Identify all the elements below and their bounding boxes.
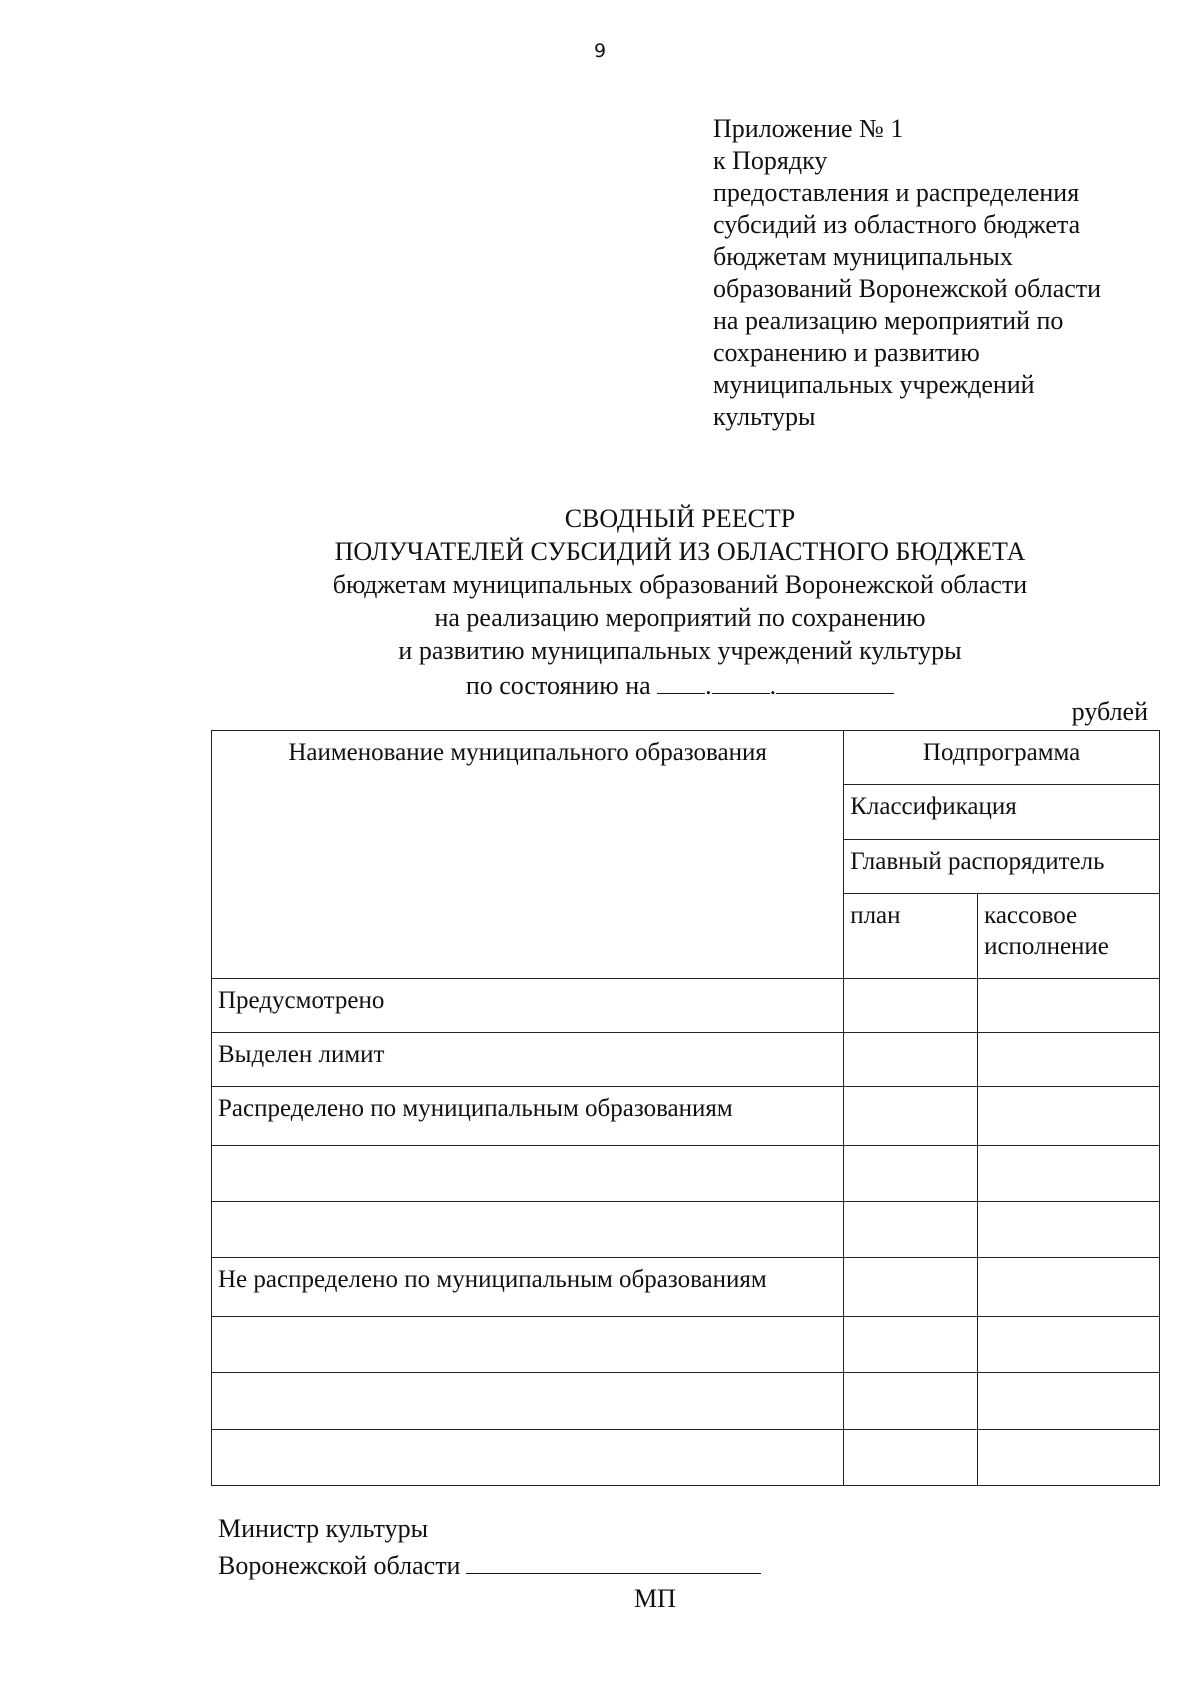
header-classification: Классификация [844,785,1160,839]
header-plan: план [844,894,978,979]
registry-table [211,730,1160,1486]
plan-cell[interactable] [844,1032,978,1086]
row-label: Выделен лимит [212,1032,844,1086]
signature-block [218,1512,761,1582]
execution-cell[interactable] [978,978,1160,1032]
row-label: Распределено по муниципальным образованиям [212,1087,844,1145]
seal-mark: МП [634,1584,676,1613]
appendix-line: сохранению и развитию [713,338,980,367]
plan-cell[interactable] [844,1087,978,1145]
month-blank[interactable] [712,667,770,694]
signature-title: Министр культуры [218,1514,429,1543]
execution-cell[interactable] [978,1032,1160,1086]
plan-cell[interactable] [844,1429,978,1485]
signature-region-line [218,1545,761,1582]
appendix-line: бюджетам муниципальных [713,242,1013,271]
appendix-line: муниципальных учреждений [713,370,1035,399]
plan-cell[interactable] [844,1202,978,1258]
plan-cell[interactable] [844,1258,978,1316]
appendix-line: культуры [713,402,816,431]
plan-cell[interactable] [844,1373,978,1429]
title-line: на реализацию мероприятий по сохранению [434,603,926,632]
plan-cell[interactable] [844,978,978,1032]
appendix-line: Приложение № 1 [713,114,904,143]
execution-cell[interactable] [978,1145,1160,1201]
execution-cell[interactable] [978,1373,1160,1429]
row-label[interactable] [212,1429,844,1485]
date-separator: . [705,671,712,700]
execution-cell[interactable] [978,1429,1160,1485]
header-municipality-name: Наименование муниципального образования [212,731,844,979]
execution-cell[interactable] [978,1202,1160,1258]
execution-cell[interactable] [978,1316,1160,1372]
row-label[interactable] [212,1202,844,1258]
row-label: Не распределено по муниципальным образованиям [212,1258,844,1316]
row-label: Предусмотрено [212,978,844,1032]
page-number: 9 [593,40,607,62]
header-main-manager: Главный распорядитель [844,839,1160,893]
appendix-line: на реализацию мероприятий по [713,306,1064,335]
currency-unit: рублей [1071,697,1148,726]
row-label[interactable] [212,1145,844,1201]
execution-cell[interactable] [978,1087,1160,1145]
date-separator: . [769,671,777,700]
signature-region: Воронежской области [218,1551,461,1580]
header-execution: кассовое исполнение [978,894,1160,979]
document-title [195,502,1165,702]
title-line: и развитию муниципальных учреждений культуры [398,636,962,665]
appendix-line: субсидий из областного бюджета [713,210,1081,239]
row-label[interactable] [212,1316,844,1372]
execution-cell[interactable] [978,1258,1160,1316]
row-label[interactable] [212,1373,844,1429]
signature-line[interactable] [466,1545,761,1574]
plan-cell[interactable] [844,1145,978,1201]
title-line: ПОЛУЧАТЕЛЕЙ СУБСИДИЙ ИЗ ОБЛАСТНОГО БЮДЖЕТА [334,537,1026,566]
date-prefix: по состоянию на [465,671,651,700]
appendix-line: к Порядку [713,146,828,175]
day-blank[interactable] [657,667,705,694]
appendix-note [713,113,1173,433]
year-blank[interactable] [776,667,894,694]
appendix-line: предоставления и распределения [713,178,1080,207]
title-line: бюджетам муниципальных образований Воронежской области [332,570,1028,599]
plan-cell[interactable] [844,1316,978,1372]
title-line: СВОДНЫЙ РЕЕСТР [564,504,796,533]
appendix-line: образований Воронежской области [713,274,1102,303]
header-subprogram: Подпрограмма [844,731,1160,785]
